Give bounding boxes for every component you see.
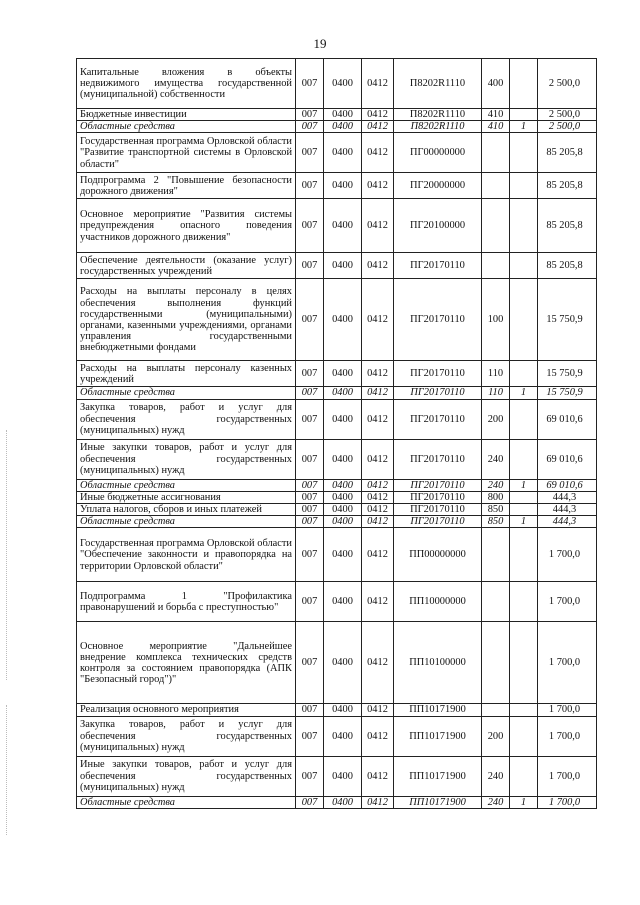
section-code-cell: 0400 [324, 439, 362, 479]
section-code-cell: 0400 [324, 109, 362, 121]
subsection-code-cell: 0412 [362, 439, 394, 479]
table-row [77, 491, 597, 503]
admin-code-cell: 007 [296, 622, 324, 704]
section-code-cell: 0400 [324, 528, 362, 582]
target-article-cell: ПГ20170110 [394, 387, 482, 399]
amount-cell: 444,3 [538, 516, 597, 528]
funding-source-cell: 1 [510, 516, 538, 528]
table-row [77, 133, 597, 173]
expense-type-cell: 850 [482, 516, 510, 528]
table-row [77, 704, 597, 716]
section-code-cell: 0400 [324, 361, 362, 387]
row-name-cell: Областные средства [77, 121, 296, 133]
subsection-code-cell: 0412 [362, 491, 394, 503]
subsection-code-cell: 0412 [362, 704, 394, 716]
subsection-code-cell: 0412 [362, 716, 394, 756]
admin-code-cell: 007 [296, 582, 324, 622]
section-code-cell: 0400 [324, 622, 362, 704]
amount-cell: 85 205,8 [538, 253, 597, 279]
funding-source-cell [510, 361, 538, 387]
admin-code-cell: 007 [296, 253, 324, 279]
table-row [77, 479, 597, 491]
target-article-cell: П8202R1110 [394, 121, 482, 133]
target-article-cell: ПГ20170110 [394, 361, 482, 387]
amount-cell: 2 500,0 [538, 121, 597, 133]
table-row [77, 582, 597, 622]
table-row [77, 716, 597, 756]
row-name-cell: Государственная программа Орловской области "Развитие транспортной системы в Орловской области" [77, 133, 296, 173]
row-name-cell: Закупка товаров, работ и услуг для обеспечения государственных (муниципальных) нужд [77, 399, 296, 439]
budget-table-body [77, 59, 597, 809]
section-code-cell: 0400 [324, 491, 362, 503]
amount-cell: 444,3 [538, 491, 597, 503]
row-name-cell: Иные бюджетные ассигнования [77, 491, 296, 503]
section-code-cell: 0400 [324, 756, 362, 796]
row-name-cell: Основное мероприятие "Дальнейшее внедрение комплекса технических средств контроля за состоянием правопорядка (АПК "Безопасный город")" [77, 622, 296, 704]
subsection-code-cell: 0412 [362, 528, 394, 582]
funding-source-cell [510, 491, 538, 503]
row-name-cell: Закупка товаров, работ и услуг для обеспечения государственных (муниципальных) нужд [77, 716, 296, 756]
funding-source-cell: 1 [510, 796, 538, 808]
target-article-cell: ПП10171900 [394, 704, 482, 716]
target-article-cell: ПГ20170110 [394, 479, 482, 491]
admin-code-cell: 007 [296, 387, 324, 399]
table-row [77, 279, 597, 361]
expense-type-cell: 410 [482, 121, 510, 133]
target-article-cell: ПП10171900 [394, 796, 482, 808]
amount-cell: 85 205,8 [538, 133, 597, 173]
table-row [77, 528, 597, 582]
expense-type-cell [482, 528, 510, 582]
section-code-cell: 0400 [324, 479, 362, 491]
subsection-code-cell: 0412 [362, 582, 394, 622]
section-code-cell: 0400 [324, 387, 362, 399]
expense-type-cell: 800 [482, 491, 510, 503]
admin-code-cell: 007 [296, 399, 324, 439]
table-row [77, 504, 597, 516]
target-article-cell: ПГ20170110 [394, 491, 482, 503]
expense-type-cell: 240 [482, 796, 510, 808]
section-code-cell: 0400 [324, 582, 362, 622]
section-code-cell: 0400 [324, 796, 362, 808]
amount-cell: 1 700,0 [538, 756, 597, 796]
admin-code-cell: 007 [296, 479, 324, 491]
amount-cell: 1 700,0 [538, 716, 597, 756]
table-row [77, 399, 597, 439]
table-row [77, 59, 597, 109]
target-article-cell: ПГ20170110 [394, 504, 482, 516]
table-row [77, 109, 597, 121]
scan-margin-mark [6, 705, 8, 835]
admin-code-cell: 007 [296, 173, 324, 199]
row-name-cell: Областные средства [77, 387, 296, 399]
amount-cell: 2 500,0 [538, 59, 597, 109]
section-code-cell: 0400 [324, 504, 362, 516]
amount-cell: 85 205,8 [538, 173, 597, 199]
section-code-cell: 0400 [324, 279, 362, 361]
target-article-cell: ПГ00000000 [394, 133, 482, 173]
section-code-cell: 0400 [324, 59, 362, 109]
expense-type-cell: 400 [482, 59, 510, 109]
target-article-cell: ПП10000000 [394, 582, 482, 622]
subsection-code-cell: 0412 [362, 399, 394, 439]
expense-type-cell [482, 704, 510, 716]
row-name-cell: Государственная программа Орловской области "Обеспечение законности и правопорядка на территории Орловской области" [77, 528, 296, 582]
amount-cell: 1 700,0 [538, 622, 597, 704]
table-row [77, 253, 597, 279]
funding-source-cell [510, 399, 538, 439]
admin-code-cell: 007 [296, 199, 324, 253]
target-article-cell: ПГ20170110 [394, 253, 482, 279]
admin-code-cell: 007 [296, 528, 324, 582]
target-article-cell: ПГ20170110 [394, 399, 482, 439]
expense-type-cell [482, 133, 510, 173]
expense-type-cell: 100 [482, 279, 510, 361]
admin-code-cell: 007 [296, 491, 324, 503]
funding-source-cell [510, 439, 538, 479]
subsection-code-cell: 0412 [362, 279, 394, 361]
expense-type-cell: 200 [482, 399, 510, 439]
amount-cell: 15 750,9 [538, 361, 597, 387]
expense-type-cell: 240 [482, 479, 510, 491]
row-name-cell: Расходы на выплаты персоналу казенных учреждений [77, 361, 296, 387]
amount-cell: 2 500,0 [538, 109, 597, 121]
subsection-code-cell: 0412 [362, 796, 394, 808]
expense-type-cell: 410 [482, 109, 510, 121]
funding-source-cell: 1 [510, 121, 538, 133]
row-name-cell: Областные средства [77, 479, 296, 491]
row-name-cell: Обеспечение деятельности (оказание услуг) государственных учреждений [77, 253, 296, 279]
amount-cell: 69 010,6 [538, 399, 597, 439]
target-article-cell: ПГ20100000 [394, 199, 482, 253]
section-code-cell: 0400 [324, 173, 362, 199]
expense-type-cell: 110 [482, 387, 510, 399]
funding-source-cell [510, 59, 538, 109]
row-name-cell: Основное мероприятие "Развития системы предупреждения опасного поведения участников дорожного движения" [77, 199, 296, 253]
table-row [77, 516, 597, 528]
table-row [77, 173, 597, 199]
amount-cell: 1 700,0 [538, 528, 597, 582]
funding-source-cell [510, 756, 538, 796]
admin-code-cell: 007 [296, 504, 324, 516]
table-row [77, 387, 597, 399]
row-name-cell: Расходы на выплаты персоналу в целях обеспечения выполнения функций государственными (муниципальными) органами, казенными учреждениями, органами управления государственными внебюджетными фондами [77, 279, 296, 361]
row-name-cell: Подпрограмма 2 "Повышение безопасности дорожного движения" [77, 173, 296, 199]
target-article-cell: ПГ20170110 [394, 279, 482, 361]
amount-cell: 15 750,9 [538, 387, 597, 399]
funding-source-cell [510, 173, 538, 199]
admin-code-cell: 007 [296, 361, 324, 387]
expense-type-cell: 200 [482, 716, 510, 756]
table-row [77, 796, 597, 808]
row-name-cell: Подпрограмма 1 "Профилактика правонарушений и борьба с преступностью" [77, 582, 296, 622]
admin-code-cell: 007 [296, 796, 324, 808]
row-name-cell: Уплата налогов, сборов и иных платежей [77, 504, 296, 516]
admin-code-cell: 007 [296, 109, 324, 121]
target-article-cell: П8202R1110 [394, 109, 482, 121]
amount-cell: 69 010,6 [538, 439, 597, 479]
amount-cell: 1 700,0 [538, 796, 597, 808]
subsection-code-cell: 0412 [362, 504, 394, 516]
amount-cell: 444,3 [538, 504, 597, 516]
target-article-cell: ПГ20170110 [394, 439, 482, 479]
subsection-code-cell: 0412 [362, 173, 394, 199]
subsection-code-cell: 0412 [362, 622, 394, 704]
admin-code-cell: 007 [296, 716, 324, 756]
funding-source-cell [510, 716, 538, 756]
table-row [77, 439, 597, 479]
amount-cell: 1 700,0 [538, 704, 597, 716]
row-name-cell: Иные закупки товаров, работ и услуг для обеспечения государственных (муниципальных) нужд [77, 439, 296, 479]
row-name-cell: Капитальные вложения в объекты недвижимого имущества государственной (муниципальной) собственности [77, 59, 296, 109]
target-article-cell: ПП10100000 [394, 622, 482, 704]
target-article-cell: ПП00000000 [394, 528, 482, 582]
amount-cell: 69 010,6 [538, 479, 597, 491]
subsection-code-cell: 0412 [362, 361, 394, 387]
expense-type-cell: 110 [482, 361, 510, 387]
funding-source-cell [510, 528, 538, 582]
expense-type-cell [482, 173, 510, 199]
expense-type-cell [482, 622, 510, 704]
funding-source-cell [510, 279, 538, 361]
subsection-code-cell: 0412 [362, 387, 394, 399]
funding-source-cell: 1 [510, 387, 538, 399]
expense-type-cell: 850 [482, 504, 510, 516]
subsection-code-cell: 0412 [362, 479, 394, 491]
target-article-cell: ПГ20000000 [394, 173, 482, 199]
section-code-cell: 0400 [324, 399, 362, 439]
admin-code-cell: 007 [296, 439, 324, 479]
row-name-cell: Бюджетные инвестиции [77, 109, 296, 121]
expense-type-cell: 240 [482, 439, 510, 479]
expense-type-cell [482, 582, 510, 622]
table-row [77, 121, 597, 133]
expense-type-cell [482, 253, 510, 279]
subsection-code-cell: 0412 [362, 121, 394, 133]
admin-code-cell: 007 [296, 756, 324, 796]
admin-code-cell: 007 [296, 59, 324, 109]
admin-code-cell: 007 [296, 121, 324, 133]
section-code-cell: 0400 [324, 516, 362, 528]
section-code-cell: 0400 [324, 121, 362, 133]
amount-cell: 15 750,9 [538, 279, 597, 361]
expense-type-cell [482, 199, 510, 253]
funding-source-cell [510, 109, 538, 121]
table-row [77, 622, 597, 704]
target-article-cell: П8202R1110 [394, 59, 482, 109]
subsection-code-cell: 0412 [362, 109, 394, 121]
table-row [77, 199, 597, 253]
target-article-cell: ПП10171900 [394, 756, 482, 796]
row-name-cell: Областные средства [77, 796, 296, 808]
funding-source-cell [510, 622, 538, 704]
section-code-cell: 0400 [324, 716, 362, 756]
funding-source-cell [510, 704, 538, 716]
target-article-cell: ПГ20170110 [394, 516, 482, 528]
subsection-code-cell: 0412 [362, 199, 394, 253]
target-article-cell: ПП10171900 [394, 716, 482, 756]
scan-margin-mark [6, 430, 8, 680]
section-code-cell: 0400 [324, 199, 362, 253]
admin-code-cell: 007 [296, 133, 324, 173]
subsection-code-cell: 0412 [362, 756, 394, 796]
expense-type-cell: 240 [482, 756, 510, 796]
admin-code-cell: 007 [296, 279, 324, 361]
admin-code-cell: 007 [296, 516, 324, 528]
row-name-cell: Реализация основного мероприятия [77, 704, 296, 716]
funding-source-cell [510, 133, 538, 173]
funding-source-cell [510, 504, 538, 516]
subsection-code-cell: 0412 [362, 133, 394, 173]
admin-code-cell: 007 [296, 704, 324, 716]
funding-source-cell: 1 [510, 479, 538, 491]
row-name-cell: Иные закупки товаров, работ и услуг для обеспечения государственных (муниципальных) нужд [77, 756, 296, 796]
amount-cell: 1 700,0 [538, 582, 597, 622]
section-code-cell: 0400 [324, 133, 362, 173]
table-row [77, 361, 597, 387]
budget-table [76, 58, 597, 809]
funding-source-cell [510, 199, 538, 253]
row-name-cell: Областные средства [77, 516, 296, 528]
section-code-cell: 0400 [324, 704, 362, 716]
table-row [77, 756, 597, 796]
funding-source-cell [510, 253, 538, 279]
amount-cell: 85 205,8 [538, 199, 597, 253]
section-code-cell: 0400 [324, 253, 362, 279]
page-number: 19 [313, 36, 327, 51]
subsection-code-cell: 0412 [362, 516, 394, 528]
funding-source-cell [510, 582, 538, 622]
subsection-code-cell: 0412 [362, 59, 394, 109]
subsection-code-cell: 0412 [362, 253, 394, 279]
